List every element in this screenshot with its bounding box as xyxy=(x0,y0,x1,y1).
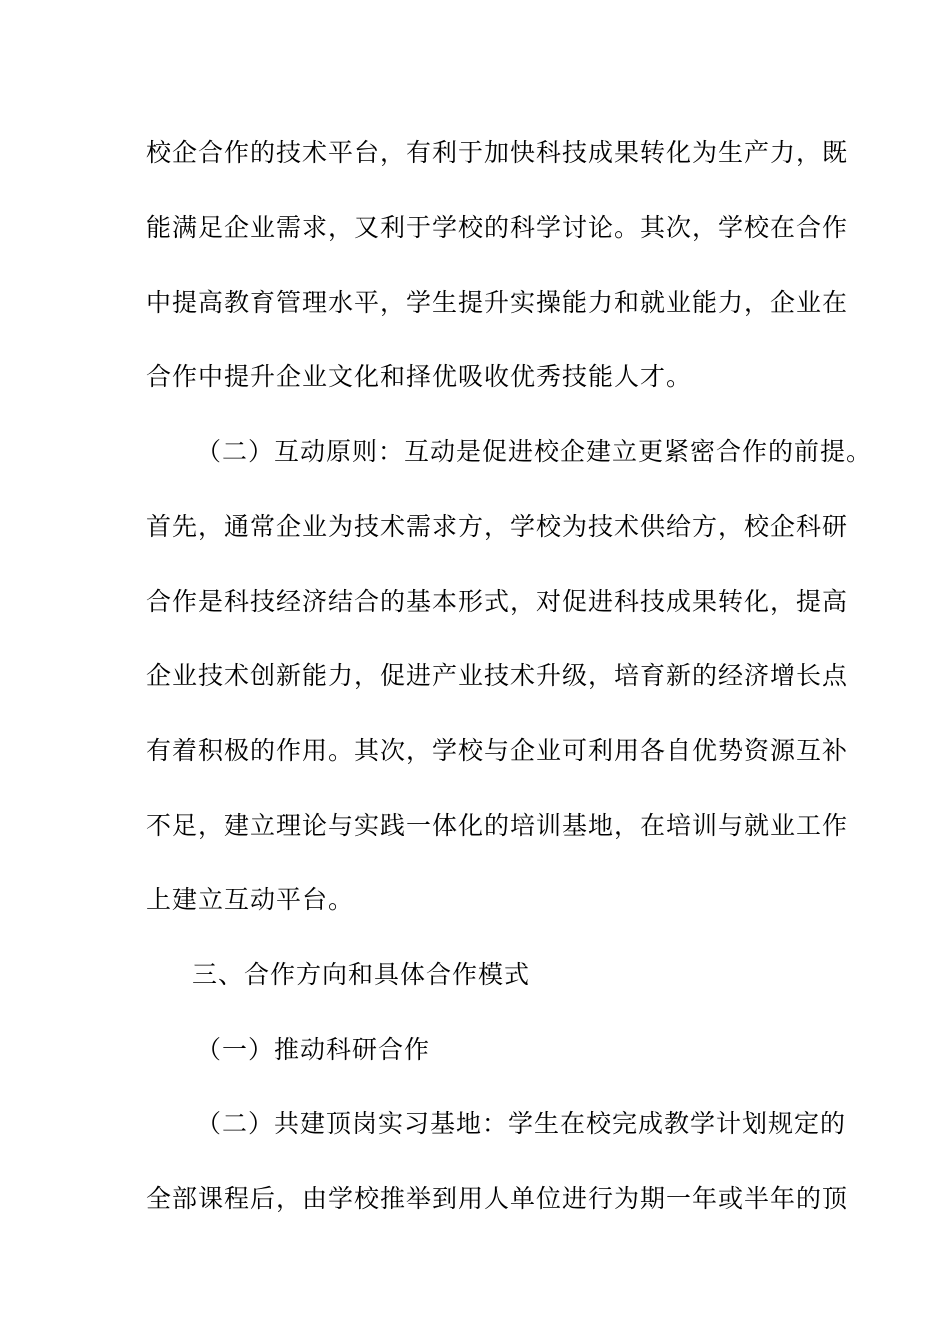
subsection-heading: （一）推动科研合作 xyxy=(196,1035,431,1064)
paragraph-line: （二）互动原则：互动是促进校企建立更紧密合作的前提。 xyxy=(196,437,873,466)
paragraph-line: 企业技术创新能力，促进产业技术升级，培育新的经济增长点 xyxy=(146,661,849,690)
paragraph-line: 合作是科技经济结合的基本形式，对促进科技成果转化，提高 xyxy=(146,587,849,616)
paragraph-line: 能满足企业需求，又利于学校的科学讨论。其次，学校在合作 xyxy=(146,213,849,242)
paragraph-line: 上建立互动平台。 xyxy=(146,885,355,914)
paragraph-line: （二）共建顶岗实习基地：学生在校完成教学计划规定的 xyxy=(196,1109,847,1138)
paragraph-line: 合作中提升企业文化和择优吸收优秀技能人才。 xyxy=(146,362,693,391)
paragraph-line: 首先，通常企业为技术需求方，学校为技术供给方，校企科研 xyxy=(146,512,849,541)
paragraph-line: 全部课程后，由学校推举到用人单位进行为期一年或半年的顶 xyxy=(146,1184,849,1213)
paragraph-line: 有着积极的作用。其次，学校与企业可利用各自优势资源互补 xyxy=(146,736,849,765)
paragraph-line: 中提高教育管理水平，学生提升实操能力和就业能力，企业在 xyxy=(146,288,849,317)
section-heading: 三、合作方向和具体合作模式 xyxy=(192,960,531,989)
paragraph-line: 校企合作的技术平台，有利于加快科技成果转化为生产力，既 xyxy=(146,138,849,167)
paragraph-line: 不足，建立理论与实践一体化的培训基地，在培训与就业工作 xyxy=(146,811,849,840)
